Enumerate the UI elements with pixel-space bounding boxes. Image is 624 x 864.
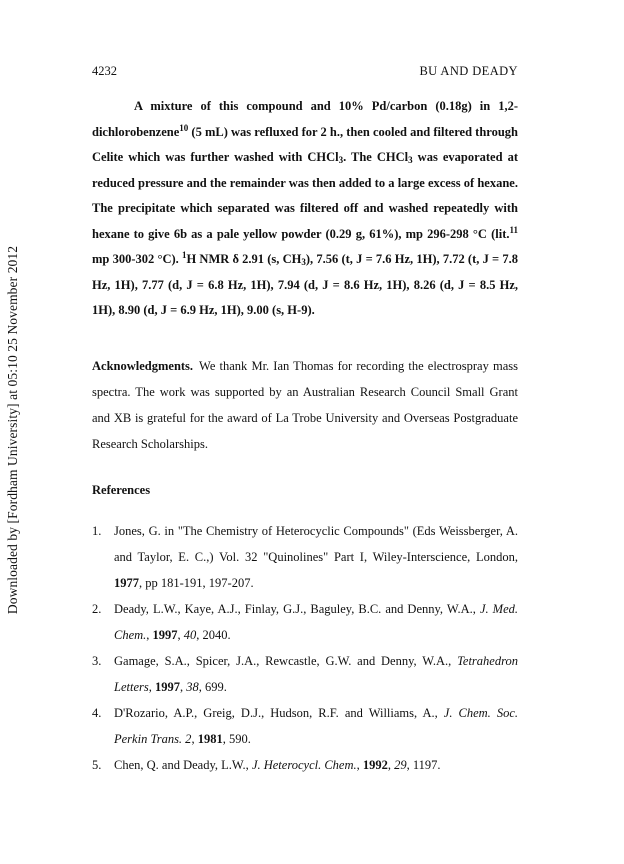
reference-volume: 40 — [183, 628, 197, 642]
acknowledgments-text: We thank Mr. Ian Thomas for recording the electrospray mass spectra. The work was supported by an Australian Research Council Small Grant and XB is grateful for the award of La Trobe University and Overseas Postgraduate Research Scholarships. — [92, 359, 518, 451]
reference-journal: J. Chem. Soc. Perkin Trans. 2 — [114, 706, 518, 746]
reference-journal: Tetrahedron Letters — [114, 654, 518, 694]
reference-year: 1997 — [154, 680, 180, 694]
reference-year: 1997 — [152, 628, 178, 642]
acknowledgments-heading: Acknowledgments. — [92, 359, 194, 373]
citation-ref: 10 — [179, 122, 189, 133]
reference-authors: Gamage, S.A., Spicer, J.A., Rewcastle, G.W. and Denny, W.A., — [114, 654, 458, 668]
reference-item: 2. Deady, L.W., Kaye, A.J., Finlay, G.J., Baguley, B.C. and Denny, W.A., J. Med. Chem., 1997, 40, 2040. — [92, 596, 518, 648]
reference-pages: 1197. — [412, 758, 441, 772]
reference-item — [92, 518, 518, 596]
subscript: 3 — [301, 257, 306, 267]
exp-text: H NMR δ 2.91 (s, CH — [186, 252, 302, 266]
reference-item: 4. D'Rozario, A.P., Greig, D.J., Hudson, R.F. and Williams, A., J. Chem. Soc. Perkin Trans. 2, 1981, 590. — [92, 700, 518, 752]
reference-authors: D'Rozario, A.P., Greig, D.J., Hudson, R.F. and Williams, A., — [114, 706, 444, 720]
reference-number: 2. — [92, 602, 102, 616]
experimental-paragraph — [92, 94, 518, 324]
reference-number: 1. — [92, 524, 102, 538]
running-title: BU AND DEADY — [419, 64, 518, 78]
references-heading: References — [92, 483, 151, 497]
exp-text: A mixture of this compound and 10% Pd/carbon (0.18g) in 1,2-dichlorobenzene — [92, 99, 518, 139]
download-watermark — [2, 240, 24, 620]
reference-pages: 2040. — [202, 628, 231, 642]
exp-text: was evaporated at reduced pressure and the remainder was then added to a large excess of hexane. The precipitate which separated was filtered off and washed repeatedly with hexane to give — [92, 150, 518, 241]
compound-label: 6b — [173, 226, 188, 241]
subscript: 3 — [338, 155, 344, 165]
reference-year: 1977 — [114, 576, 139, 590]
reference-authors: Chen, Q. and Deady, L.W., — [114, 758, 252, 772]
reference-journal: J. Med. Chem. — [114, 602, 518, 642]
reference-year: 1981 — [197, 732, 223, 746]
subscript: 3 — [408, 155, 413, 165]
page-number: 4232 — [92, 64, 117, 78]
reference-number: 5. — [92, 758, 102, 772]
page-header — [92, 64, 518, 82]
exp-text: ), 7.56 (t, J = 7.6 Hz, 1H), 7.72 (t, J = 7.8 Hz, 1H), 7.77 (d, J = 6.8 Hz, 1H), 7.94 (d, J = 8.6 Hz, 1H), 8.26 (d, J = 8.5 Hz, 1H), 8.90 (d, J = 6.9 Hz, 1H), 9.00 (s, H-9). — [92, 252, 519, 317]
reference-rest: , pp 181-191, 197-207. — [139, 576, 254, 590]
reference-year: 1992 — [362, 758, 388, 772]
citation-ref: 11 — [509, 224, 518, 235]
reference-volume: 38 — [186, 680, 199, 694]
reference-volume: 29 — [394, 758, 407, 772]
exp-text: as a pale yellow powder (0.29 g, 61%), mp 296-298 °C (lit. — [187, 226, 510, 241]
references-list — [92, 518, 518, 778]
reference-authors: Jones, G. in "The Chemistry of Heterocyclic Compounds" (Eds Weissberger, A. and Taylor, E. C.,) Vol. 32 "Quinolines" Part I, Wiley-Interscience, London, — [114, 524, 518, 564]
reference-item: 5. Chen, Q. and Deady, L.W., J. Heterocycl. Chem., 1992, 29, 1197. — [92, 752, 518, 778]
exp-text: (5 mL) was refluxed for 2 h., then cooled and filtered through Celite which was further washed with CHCl — [92, 124, 518, 164]
reference-journal: J. Heterocycl. Chem. — [251, 758, 357, 772]
reference-pages: 699. — [204, 680, 227, 694]
reference-item: 3. Gamage, S.A., Spicer, J.A., Rewcastle, G.W. and Denny, W.A., Tetrahedron Letters, 1997, 38, 699. — [92, 648, 518, 700]
reference-number: 4. — [92, 706, 102, 720]
superscript: 1 — [181, 250, 187, 260]
exp-text: . The CHCl — [343, 150, 409, 164]
reference-pages: 590. — [228, 732, 251, 746]
download-note: Downloaded by [Fordham University] at 05:10 25 November 2012 — [5, 245, 20, 615]
acknowledgments-section — [92, 353, 518, 457]
reference-number: 3. — [92, 654, 102, 668]
exp-text: mp 300-302 °C). — [92, 252, 182, 266]
reference-authors: Deady, L.W., Kaye, A.J., Finlay, G.J., Baguley, B.C. and Denny, W.A., — [114, 602, 480, 616]
